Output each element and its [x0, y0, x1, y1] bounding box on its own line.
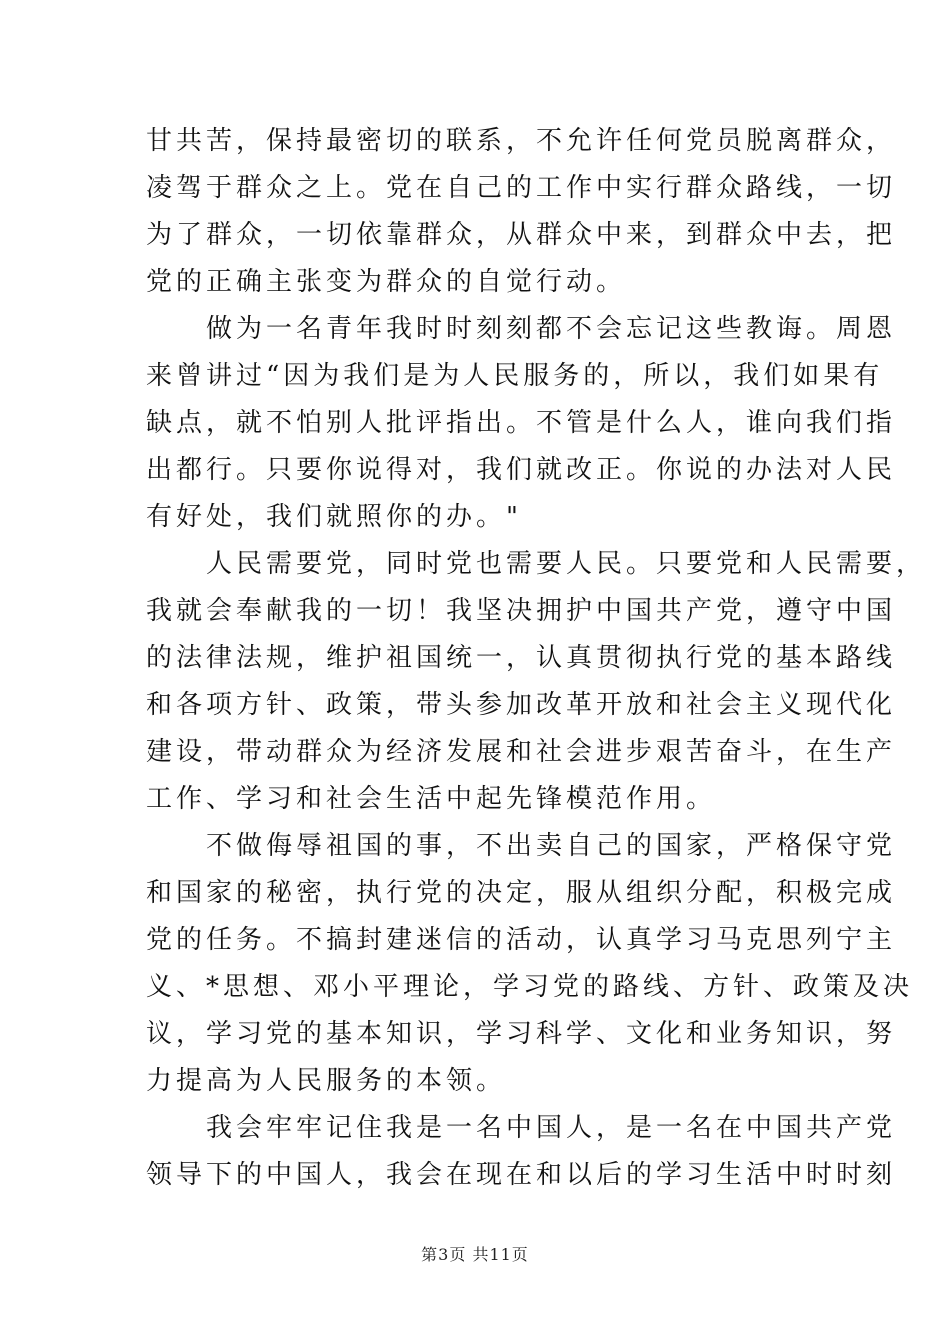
- text-line: 力提高为人民服务的本领。: [146, 1066, 507, 1096]
- text-line: 我就会奉献我的一切！我坚决拥护中国共产党，遵守中国: [146, 596, 897, 626]
- text-line: 我会牢牢记住我是一名中国人，是一名在中国共产党: [206, 1113, 897, 1143]
- text-line: 凌驾于群众之上。党在自己的工作中实行群众路线，一切: [146, 173, 897, 203]
- text-line: 做为一名青年我时时刻刻都不会忘记这些教诲。周恩: [206, 314, 897, 344]
- text-line: 甘共苦，保持最密切的联系，不允许任何党员脱离群众，: [146, 126, 897, 156]
- text-line: 有好处，我们就照你的办。": [146, 502, 522, 532]
- text-line: 的法律法规，维护祖国统一，认真贯彻执行党的基本路线: [146, 643, 897, 673]
- text-line: 为了群众，一切依靠群众，从群众中来，到群众中去，把: [146, 220, 897, 250]
- text-line: 缺点，就不怕别人批评指出。不管是什么人，谁向我们指: [146, 408, 897, 438]
- text-line: 建设，带动群众为经济发展和社会进步艰苦奋斗，在生产: [146, 737, 897, 767]
- text-line: 来曾讲过“因为我们是为人民服务的，所以，我们如果有: [146, 361, 884, 391]
- text-line: 出都行。只要你说得对，我们就改正。你说的办法对人民: [146, 455, 897, 485]
- text-line: 领导下的中国人，我会在现在和以后的学习生活中时时刻: [146, 1160, 897, 1190]
- text-line: 和国家的秘密，执行党的决定，服从组织分配，积极完成: [146, 878, 897, 908]
- text-line: 工作、学习和社会生活中起先锋模范作用。: [146, 784, 717, 814]
- text-line: 议，学习党的基本知识，学习科学、文化和业务知识，努: [146, 1019, 897, 1049]
- page-footer: 第3页 共11页: [421, 1245, 529, 1264]
- text-line: 义、*思想、邓小平理论，学习党的路线、方针、政策及决: [146, 972, 914, 1002]
- text-line: 党的正确主张变为群众的自觉行动。: [146, 267, 627, 297]
- text-line: 不做侮辱祖国的事，不出卖自己的国家，严格保守党: [206, 831, 897, 861]
- text-line: 和各项方针、政策，带头参加改革开放和社会主义现代化: [146, 690, 897, 720]
- text-line: 人民需要党，同时党也需要人民。只要党和人民需要，: [206, 549, 927, 579]
- document-body: [146, 118, 927, 1199]
- text-line: 党的任务。不搞封建迷信的活动，认真学习马克思列宁主: [146, 925, 897, 955]
